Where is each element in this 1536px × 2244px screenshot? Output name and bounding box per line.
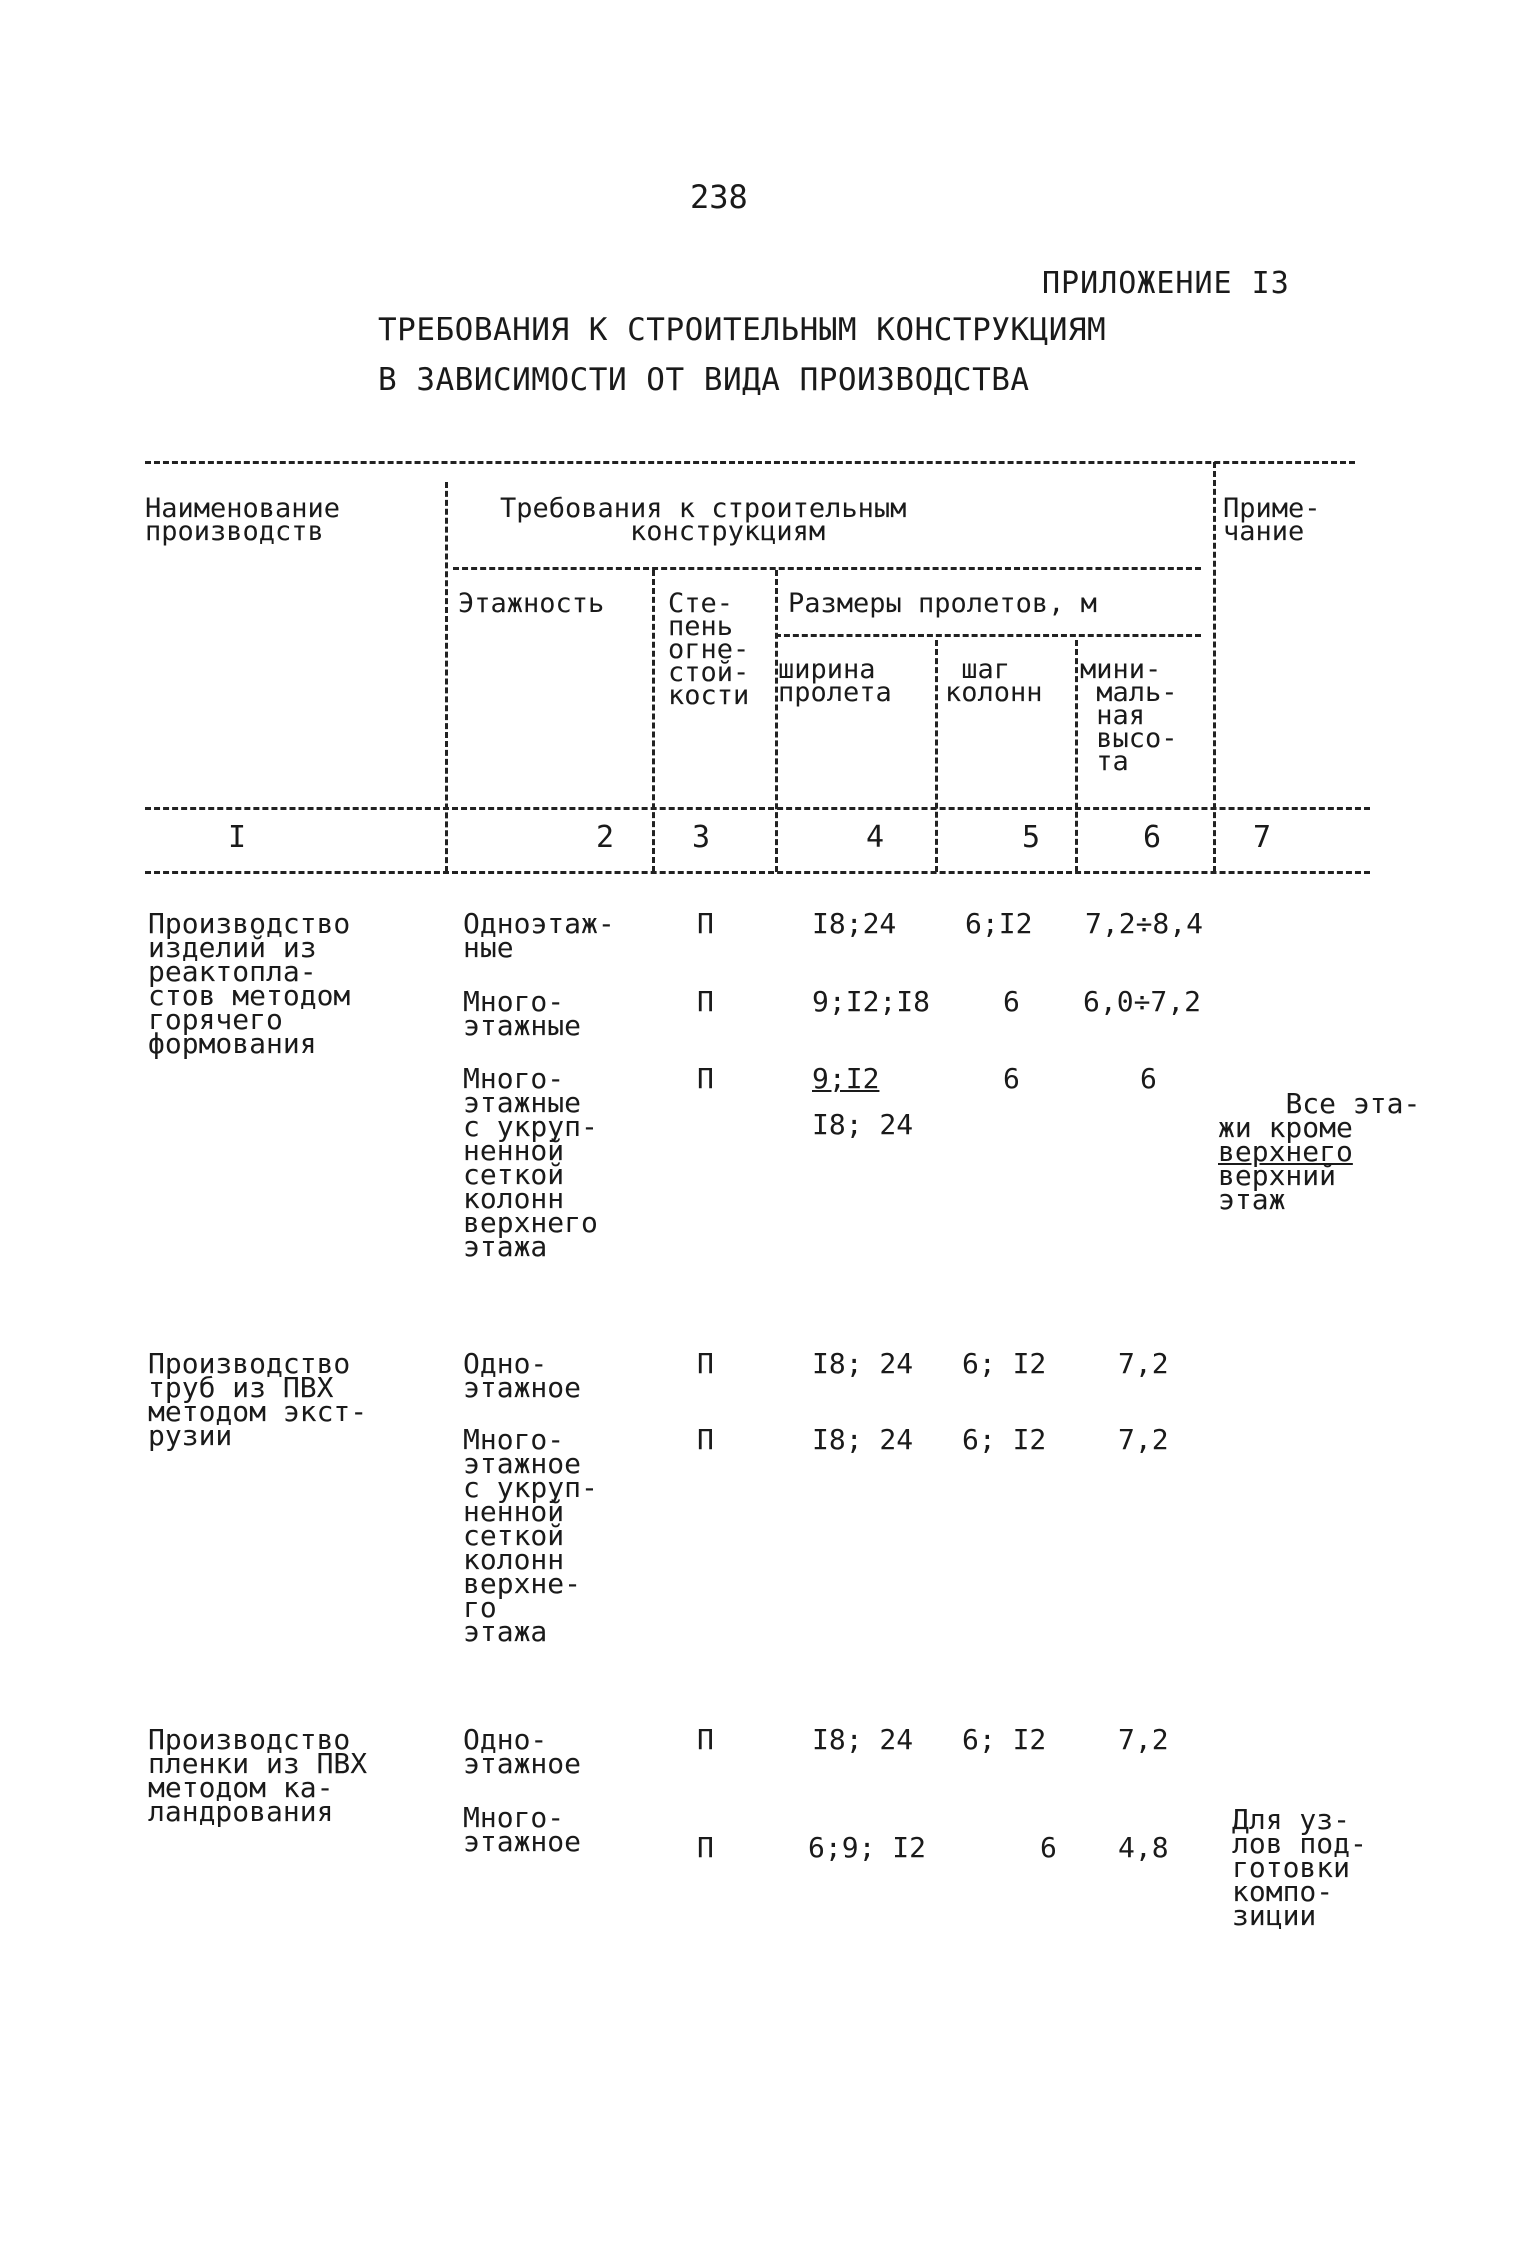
column-number: 2 <box>596 820 615 855</box>
column-step-cell: 6; I2 <box>962 1347 1047 1380</box>
header-column-step: шаг колонн <box>945 654 1043 708</box>
span-width-cell: I8; 24 <box>812 1723 914 1756</box>
column-number: 4 <box>866 820 885 855</box>
min-height-cell: 7,2 <box>1118 1347 1169 1380</box>
min-height-cell: 7,2÷8,4 <box>1085 907 1204 940</box>
fire-resistance-cell: П <box>697 1347 714 1380</box>
floors-cell: Много- этажные <box>463 985 582 1042</box>
fire-resistance-cell: П <box>697 1062 714 1095</box>
column-step-cell: 6;I2 <box>965 907 1033 940</box>
span-width-cell: I8;24 <box>812 907 897 940</box>
production-name: Производство пленки из ПВХ методом ка- ландрования <box>148 1723 368 1828</box>
span-width-cell: 9;I2;I8 <box>812 985 931 1018</box>
column-number: 7 <box>1253 820 1272 855</box>
floors-cell: Одно- этажное <box>463 1723 582 1780</box>
col-divider-5 <box>1075 640 1078 872</box>
fire-resistance-cell: П <box>697 1423 714 1456</box>
col-divider-4 <box>935 640 938 872</box>
production-name: Производство труб из ПВХ методом экст- рузии <box>148 1347 368 1452</box>
floors-cell: Одноэтаж- ные <box>463 907 615 964</box>
min-height-cell: 7,2 <box>1118 1423 1169 1456</box>
column-step-cell: 6 <box>1003 1062 1020 1095</box>
col-divider-6 <box>1213 462 1216 872</box>
min-height-cell: 4,8 <box>1118 1831 1169 1864</box>
header-note: Приме- чание <box>1223 493 1321 547</box>
header-requirements: Требования к строительным конструкциям <box>500 493 907 547</box>
column-step-cell: 6; I2 <box>962 1723 1047 1756</box>
min-height-cell: 6,0÷7,2 <box>1083 985 1202 1018</box>
note-text: Все эта- жи кроме <box>1218 1087 1421 1144</box>
note-underlined-text: верхнего <box>1218 1135 1353 1168</box>
header-production-name: Наименование производств <box>145 493 341 547</box>
header-fire-resistance: Сте- пень огне- стой- кости <box>668 588 750 711</box>
note-cell <box>1218 1068 1420 1236</box>
page-number: 238 <box>690 178 748 216</box>
col-divider-2 <box>652 570 655 872</box>
col-divider-1 <box>445 482 448 872</box>
header-span-width: ширина пролета <box>778 654 892 708</box>
column-numbers-bottom-rule <box>145 871 1370 874</box>
floors-cell: Много- этажное <box>463 1801 582 1858</box>
header-spans: Размеры пролетов, м <box>788 588 1097 619</box>
note-cell: Для уз- лов под- готовки компо- зиции <box>1232 1803 1367 1932</box>
col-divider-3 <box>775 570 778 872</box>
spans-subheader-rule <box>775 634 1201 637</box>
fire-resistance-cell: П <box>697 1723 714 1756</box>
min-height-cell: 7,2 <box>1118 1723 1169 1756</box>
span-width-cell-extra: I8; 24 <box>812 1108 914 1141</box>
floors-cell: Одно- этажное <box>463 1347 582 1404</box>
column-number: I <box>228 820 247 855</box>
column-number: 5 <box>1022 820 1041 855</box>
header-min-height: мини- маль- ная высо- та <box>1080 654 1178 777</box>
floors-cell: Много- этажные с укруп- ненной сеткой колонн верхнего этажа <box>463 1062 598 1263</box>
requirements-subheader-rule <box>453 567 1201 570</box>
fire-resistance-cell: П <box>697 907 714 940</box>
production-name: Производство изделий из реактопла- стов методом горячего формования <box>148 907 351 1060</box>
note-text-continued: верхний этаж <box>1218 1159 1337 1216</box>
fire-resistance-cell: П <box>697 1831 714 1864</box>
column-step-cell: 6 <box>1040 1831 1057 1864</box>
document-title-line-2: В ЗАВИСИМОСТИ ОТ ВИДА ПРОИЗВОДСТВА <box>378 362 1030 398</box>
span-width-cell: 6;9; I2 <box>808 1831 927 1864</box>
header-floors: Этажность <box>458 588 605 619</box>
fire-resistance-cell: П <box>697 985 714 1018</box>
appendix-label: ПРИЛОЖЕНИЕ I3 <box>1042 266 1290 301</box>
column-number: 6 <box>1143 820 1162 855</box>
floors-cell: Много- этажное с укруп- ненной сеткой колонн верхне- го этажа <box>463 1423 598 1648</box>
span-width-cell: I8; 24 <box>812 1347 914 1380</box>
column-step-cell: 6 <box>1003 985 1020 1018</box>
table-top-rule <box>145 461 1355 464</box>
span-width-cell: I8; 24 <box>812 1423 914 1456</box>
min-height-cell: 6 <box>1140 1062 1157 1095</box>
column-step-cell: 6; I2 <box>962 1423 1047 1456</box>
column-number: 3 <box>692 820 711 855</box>
header-bottom-rule <box>145 807 1370 810</box>
document-title-line-1: ТРЕБОВАНИЯ К СТРОИТЕЛЬНЫМ КОНСТРУКЦИЯМ <box>378 312 1107 348</box>
span-width-cell: 9;I2 <box>812 1062 880 1095</box>
